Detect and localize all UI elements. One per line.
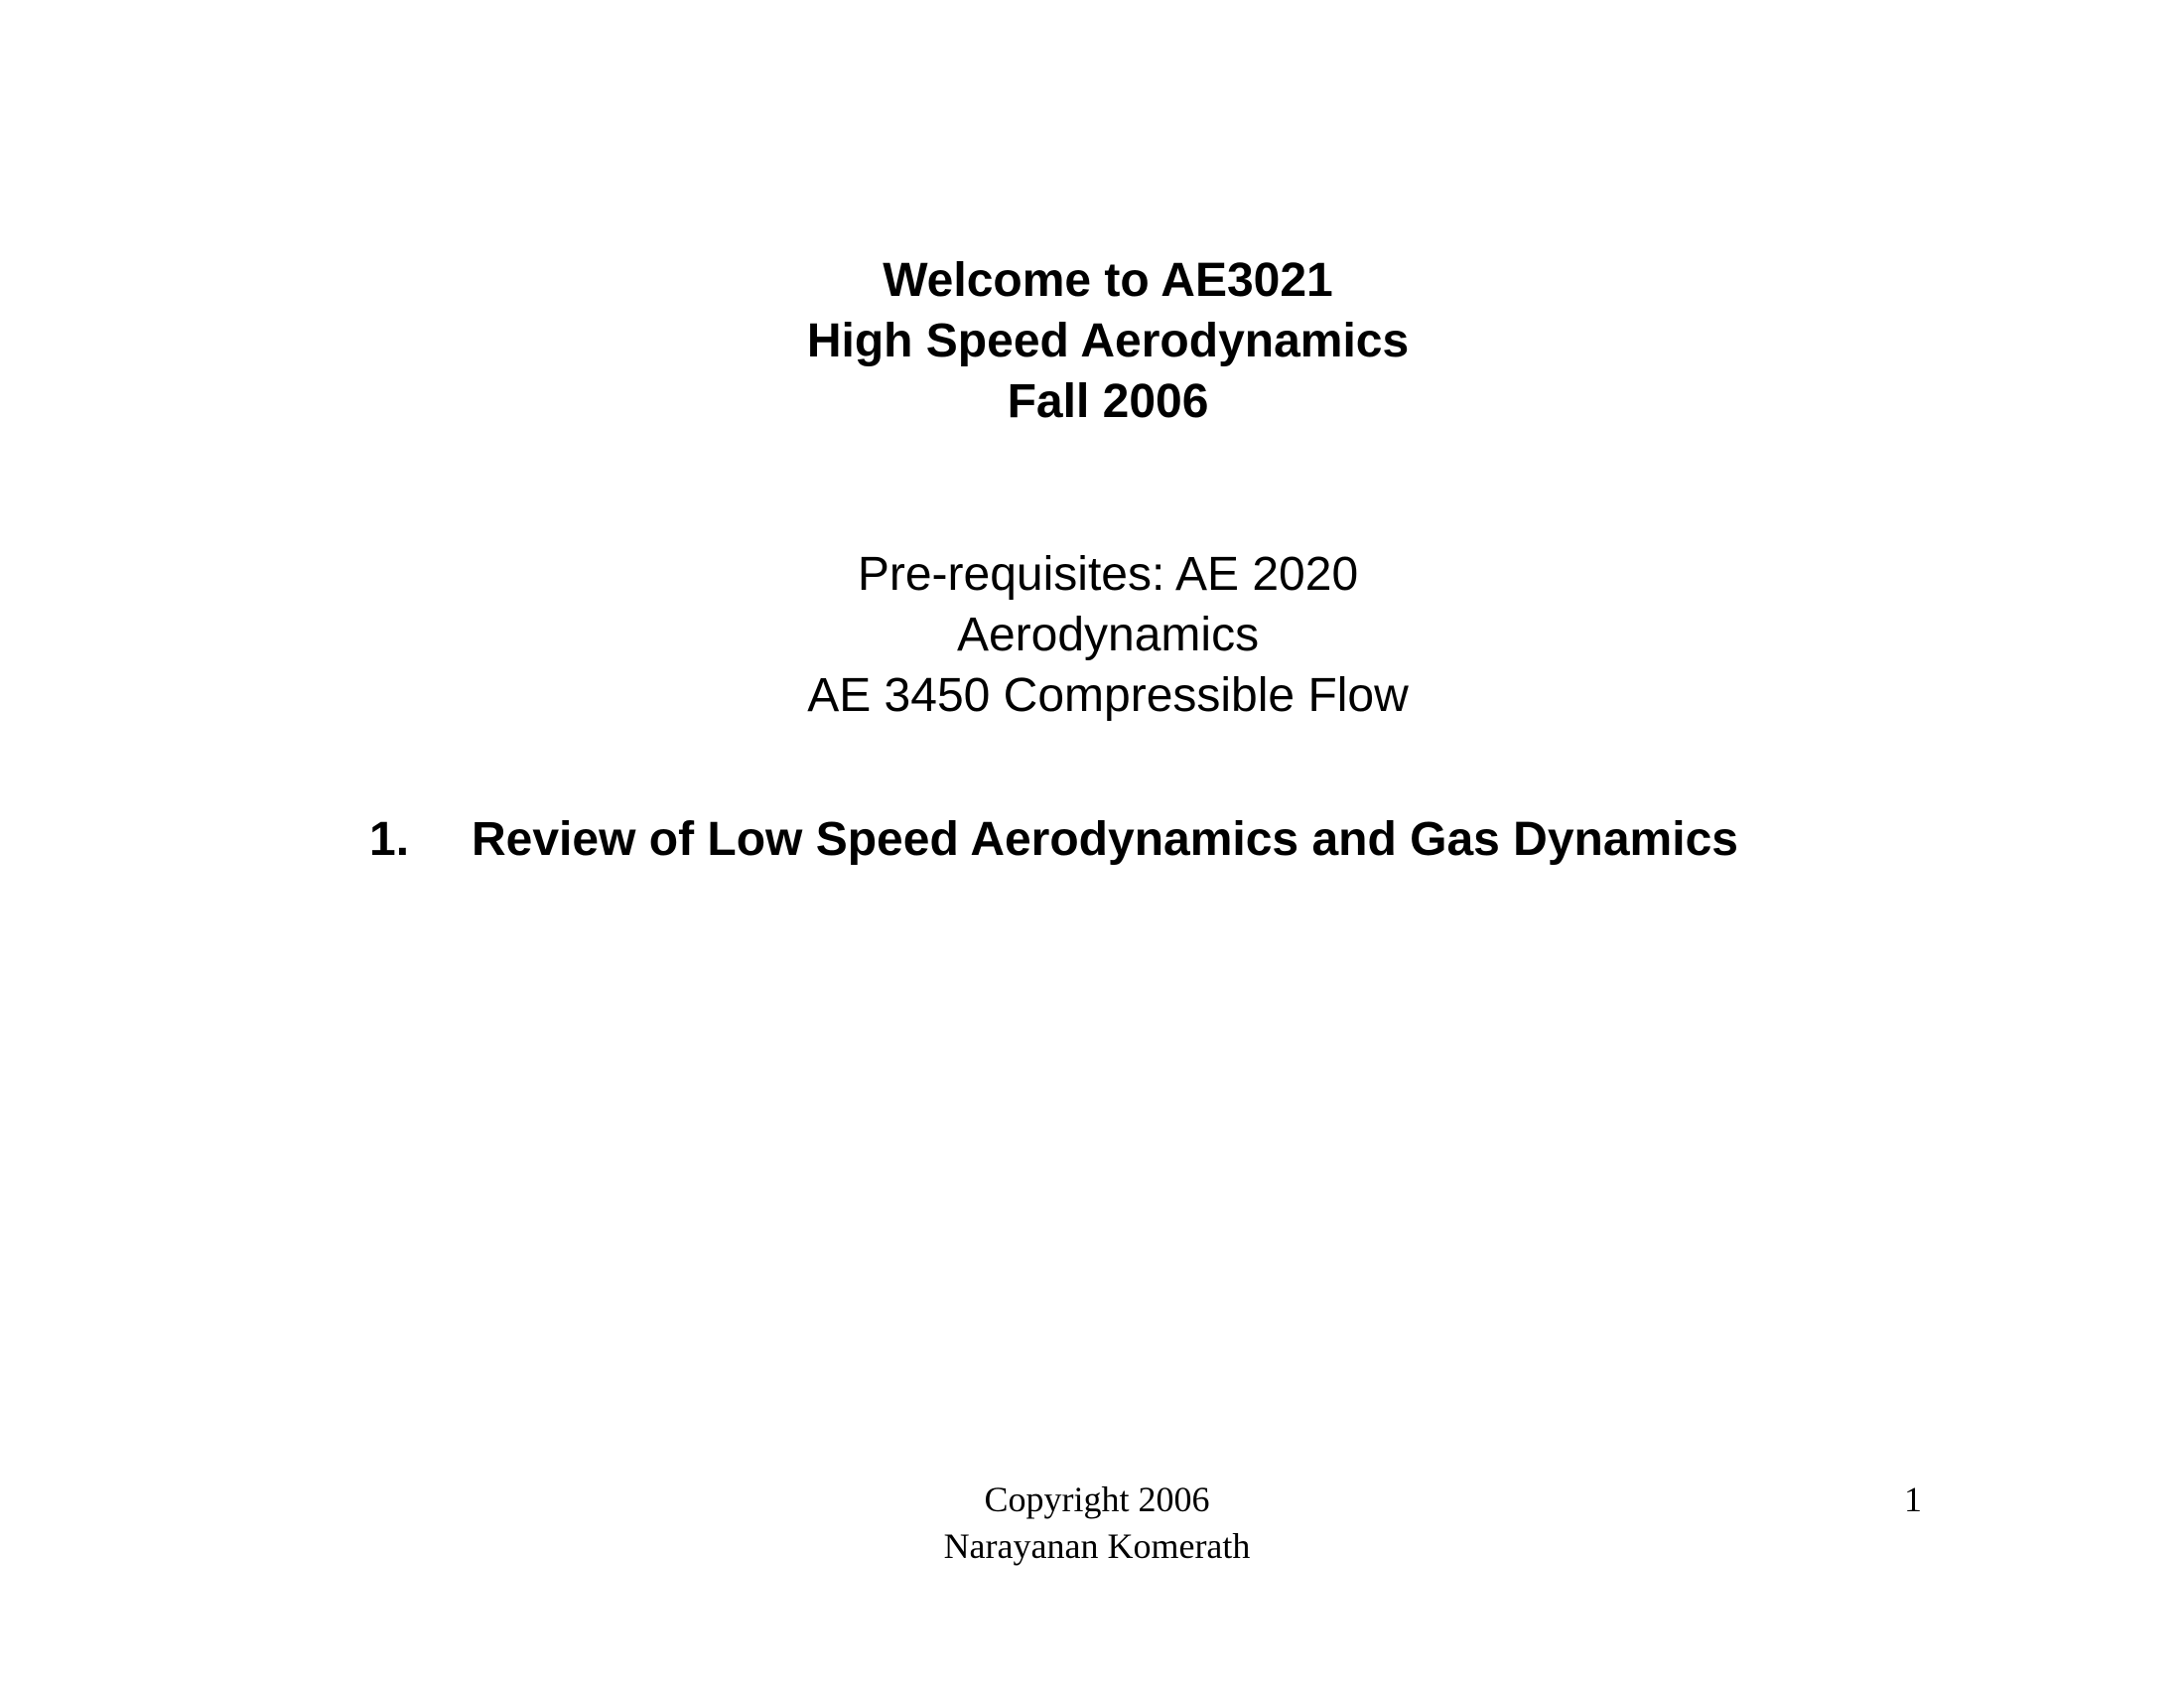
footer-copyright (0, 1477, 2184, 1570)
title-course-line: Welcome to AE3021 (883, 254, 1333, 307)
outline-item-text: Review of Low Speed Aerodynamics and Gas Dynamics (472, 813, 1738, 866)
prerequisites-block (0, 544, 2184, 726)
title-course-name: High Speed Aerodynamics (806, 315, 1410, 367)
page-number: 1 (1904, 1479, 1922, 1519)
prereq-line-1: Pre-requisites: AE 2020 (857, 548, 1359, 601)
slide-title (0, 250, 2184, 432)
prereq-line-3: AE 3450 Compressible Flow (807, 669, 1409, 722)
prereq-line-2: Aerodynamics (956, 609, 1260, 661)
title-term: Fall 2006 (1007, 375, 1209, 428)
author-name: Narayanan Komerath (943, 1526, 1251, 1566)
outline-item-number: 1. (369, 813, 410, 866)
outline-item (369, 809, 1738, 870)
copyright-text: Copyright 2006 (984, 1479, 1210, 1519)
